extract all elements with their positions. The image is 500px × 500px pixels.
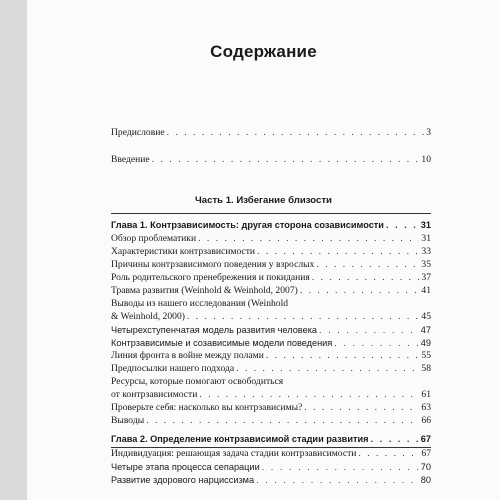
toc-entry-page: 33: [421, 246, 431, 257]
leader-dots: [312, 272, 420, 284]
toc-entry-label: Индивидуация: решающая задача стадии контрзависимости: [111, 448, 357, 459]
toc-entry-label: Роль родительского пренебрежения и покидания: [111, 272, 310, 283]
divider: [111, 213, 431, 214]
leader-dots: [386, 219, 419, 231]
leader-dots: [300, 285, 420, 297]
toc-chapter-label: Глава 1. Контрзависимость: другая сторона созависимости: [111, 220, 384, 230]
toc-entry-label: Линия фронта в войне между полами: [111, 350, 264, 361]
leader-dots: [304, 402, 419, 414]
toc-entry-preface[interactable]: [111, 127, 431, 139]
toc-entry-label-line1[interactable]: Выводы из нашего исследования (Weinhold: [111, 298, 289, 309]
toc-entry-page: 41: [421, 285, 431, 296]
toc-entry-label-line1[interactable]: Ресурсы, которые помогают освободиться: [111, 376, 284, 387]
toc-entry[interactable]: [111, 474, 431, 486]
leader-dots: [167, 127, 425, 139]
leader-dots: [319, 324, 419, 336]
toc-entry-page: 80: [420, 475, 431, 485]
toc-entry[interactable]: [111, 461, 431, 473]
toc-entry[interactable]: [111, 448, 431, 460]
leader-dots: [262, 461, 419, 473]
toc-entry[interactable]: [111, 272, 431, 284]
toc-entry-page: 45: [421, 311, 431, 322]
toc-entry[interactable]: [111, 285, 431, 297]
toc-entry-page: 31: [421, 233, 431, 244]
toc-entry-label: Причины контрзависимого поведения у взрослых: [111, 259, 315, 270]
leader-dots: [199, 389, 419, 401]
toc-entry-label: Травма развития (Weinhold & Weinhold, 2007): [111, 285, 298, 296]
toc-entry[interactable]: [111, 389, 431, 401]
toc-entry-page: 67: [421, 448, 431, 459]
leader-dots: [266, 350, 420, 362]
toc-entry-label: Предисловие: [111, 127, 165, 138]
toc-entry[interactable]: [111, 350, 431, 362]
leader-dots: [256, 474, 419, 486]
toc-entry-label: Проверьте себя: насколько вы контрзависимы?: [111, 402, 303, 413]
leader-dots: [358, 448, 419, 460]
toc-entry[interactable]: [111, 246, 431, 258]
toc-chapter-label: Глава 2. Определение контрзависимой стадии развития: [111, 434, 369, 444]
toc-entry[interactable]: [111, 311, 431, 323]
toc-entry[interactable]: [111, 324, 431, 336]
toc-entry-page: 63: [421, 402, 431, 413]
leader-dots: [257, 246, 419, 258]
page-title: Содержание: [210, 42, 317, 61]
toc-entry[interactable]: [111, 402, 431, 414]
toc-entry-label-line2: от контрзависимости: [111, 389, 198, 400]
toc-entry-introduction[interactable]: [111, 154, 431, 166]
toc-entry-page: 61: [421, 389, 431, 400]
toc-entry-page: 47: [420, 325, 431, 335]
toc-entry[interactable]: [111, 363, 431, 375]
leader-dots: [198, 233, 419, 245]
toc-entry-label: Введение: [111, 154, 150, 165]
leader-dots: [334, 337, 418, 349]
toc-entry-page: 3: [426, 127, 431, 138]
toc-entry-page: 55: [421, 350, 431, 361]
toc-entry[interactable]: [111, 233, 431, 245]
toc-entry-page: 49: [420, 338, 431, 348]
leader-dots: [152, 154, 420, 166]
toc-entry[interactable]: [111, 337, 431, 349]
toc-entry-label: Предпосылки нашего подхода: [111, 363, 235, 374]
toc-entry-page: 66: [421, 415, 431, 426]
leader-dots: [236, 363, 419, 375]
leader-dots: [370, 433, 418, 445]
toc-chapter-1[interactable]: [111, 219, 431, 231]
toc-entry[interactable]: [111, 259, 431, 271]
toc-entry-label: Развитие здорового нарциссизма: [111, 475, 255, 485]
toc-entry-label: Обзор проблематики: [111, 233, 197, 244]
leader-dots: [187, 311, 419, 323]
toc-chapter-2[interactable]: [111, 433, 431, 445]
toc-entry-page: 10: [421, 154, 431, 165]
toc-entry-page: 70: [420, 462, 431, 472]
toc-entry-label: Характеристики контрзависимости: [111, 246, 256, 257]
book-page: [27, 0, 500, 500]
toc-entry-label: Четырехступенчатая модель развития человека: [111, 325, 318, 335]
toc-entry-page: 58: [421, 363, 431, 374]
toc-entry[interactable]: [111, 415, 431, 427]
toc-entry-label: Контрзависимые и созависимые модели поведения: [111, 338, 333, 348]
toc-chapter-page: 31: [420, 220, 431, 230]
leader-dots: [316, 259, 419, 271]
toc-entry-label: Четыре этапа процесса сепарации: [111, 462, 260, 472]
leader-dots: [146, 415, 419, 427]
toc-entry-label-line2: & Weinhold, 2000): [111, 311, 185, 322]
part-title: Часть 1. Избегание близости: [195, 195, 332, 206]
toc-entry-label: Выводы: [111, 415, 145, 426]
toc-chapter-page: 67: [420, 434, 431, 444]
toc-entry-page: 37: [421, 272, 431, 283]
toc-entry-page: 35: [421, 259, 431, 270]
